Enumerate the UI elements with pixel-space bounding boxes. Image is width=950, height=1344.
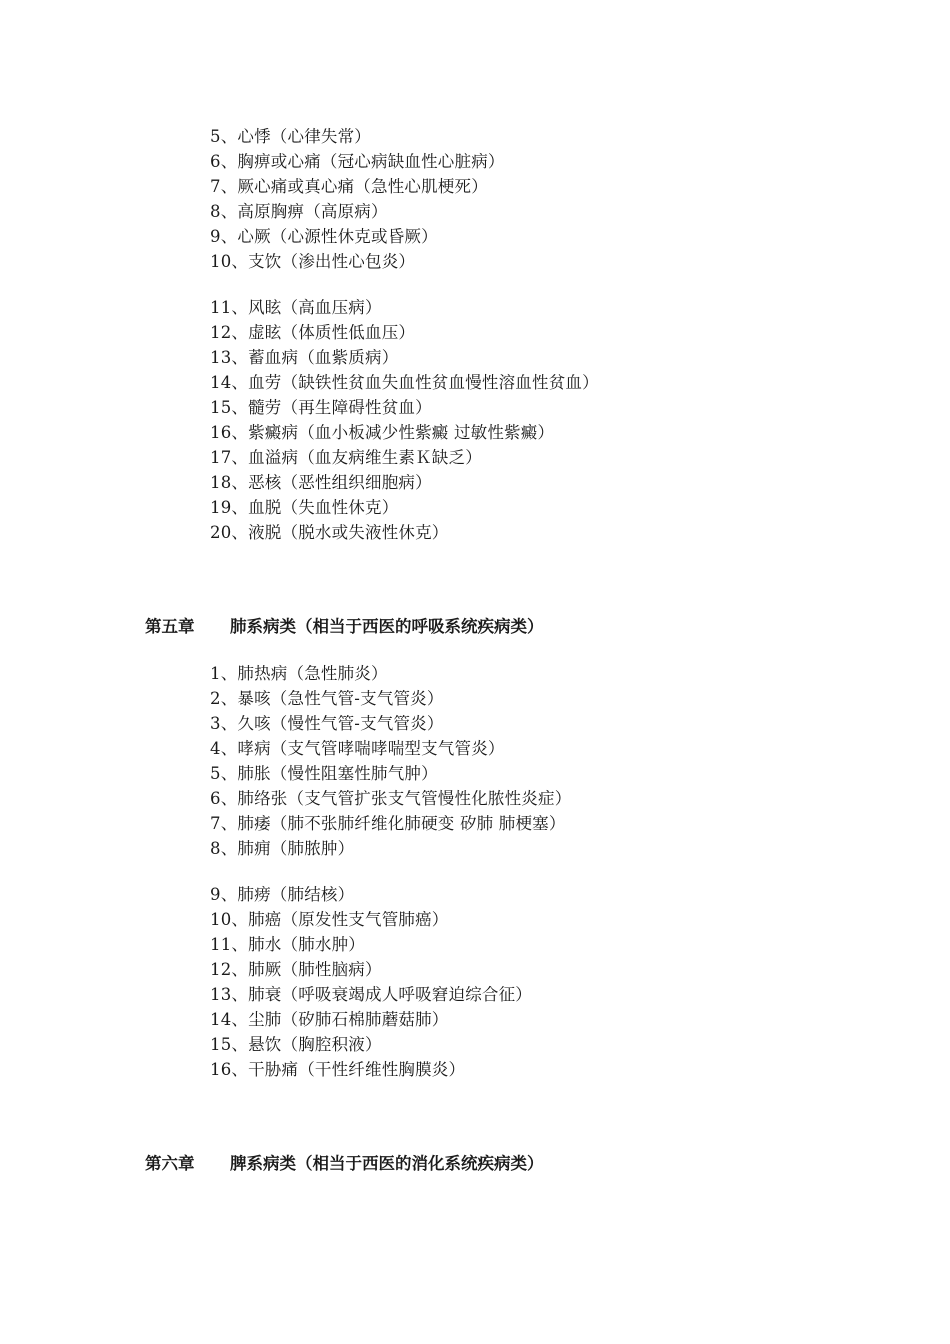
list-item: 7、厥心痛或真心痛（急性心肌梗死）: [210, 177, 488, 196]
list-item: 11、风眩（高血压病）: [210, 298, 382, 317]
list-item: 19、血脱（失血性休克）: [210, 498, 399, 517]
list-item: 8、肺痈（肺脓肿）: [210, 839, 355, 858]
list-item: 8、高原胸痹（高原病）: [210, 202, 388, 221]
list-item: 10、支饮（渗出性心包炎）: [210, 252, 416, 271]
disease-list-blood: [210, 295, 599, 545]
list-item: 14、尘肺（矽肺石棉肺蘑菇肺）: [210, 1010, 449, 1029]
list-item: 6、胸痹或心痛（冠心病缺血性心脏病）: [210, 152, 505, 171]
list-item: 10、肺癌（原发性支气管肺癌）: [210, 910, 449, 929]
list-item: 15、髓劳（再生障碍性贫血）: [210, 398, 432, 417]
chapter-number: 第六章: [145, 1154, 195, 1173]
list-item: 9、心厥（心源性休克或昏厥）: [210, 227, 438, 246]
chapter-title: 肺系病类（相当于西医的呼吸系统疾病类）: [230, 617, 544, 636]
list-item: 12、虚眩（体质性低血压）: [210, 323, 416, 342]
list-item: 6、肺络张（支气管扩张支气管慢性化脓性炎症）: [210, 789, 572, 808]
list-item: 13、肺衰（呼吸衰竭成人呼吸窘迫综合征）: [210, 985, 532, 1004]
list-item: 15、悬饮（胸腔积液）: [210, 1035, 382, 1054]
list-item: 11、肺水（肺水肿）: [210, 935, 365, 954]
list-item: 16、紫癜病（血小板减少性紫癜 过敏性紫癜）: [210, 423, 555, 442]
chapter-heading-6: [145, 1151, 544, 1177]
list-item: 16、干胁痛（干性纤维性胸膜炎）: [210, 1060, 466, 1079]
list-item: 3、久咳（慢性气管-支气管炎）: [210, 714, 444, 733]
list-item: 7、肺痿（肺不张肺纤维化肺硬变 矽肺 肺梗塞）: [210, 814, 566, 833]
list-item: 13、蓄血病（血紫质病）: [210, 348, 399, 367]
list-item: 5、心悸（心律失常）: [210, 127, 371, 146]
list-item: 18、恶核（恶性组织细胞病）: [210, 473, 432, 492]
list-item: 14、血劳（缺铁性贫血失血性贫血慢性溶血性贫血）: [210, 373, 599, 392]
disease-list-lung-part2: [210, 882, 532, 1082]
list-item: 17、血溢病（血友病维生素Ｋ缺乏）: [210, 448, 482, 467]
list-item: 2、暴咳（急性气管-支气管炎）: [210, 689, 444, 708]
list-item: 5、肺胀（慢性阻塞性肺气肿）: [210, 764, 438, 783]
chapter-heading-5: [145, 614, 544, 640]
list-item: 1、肺热病（急性肺炎）: [210, 664, 388, 683]
list-item: 20、液脱（脱水或失液性休克）: [210, 523, 449, 542]
disease-list-lung-part1: [210, 661, 571, 861]
list-item: 9、肺痨（肺结核）: [210, 885, 355, 904]
list-item: 12、肺厥（肺性脑病）: [210, 960, 382, 979]
chapter-number: 第五章: [145, 617, 195, 636]
chapter-title: 脾系病类（相当于西医的消化系统疾病类）: [230, 1154, 544, 1173]
disease-list-heart-continued: [210, 124, 505, 274]
list-item: 4、哮病（支气管哮喘哮喘型支气管炎）: [210, 739, 505, 758]
